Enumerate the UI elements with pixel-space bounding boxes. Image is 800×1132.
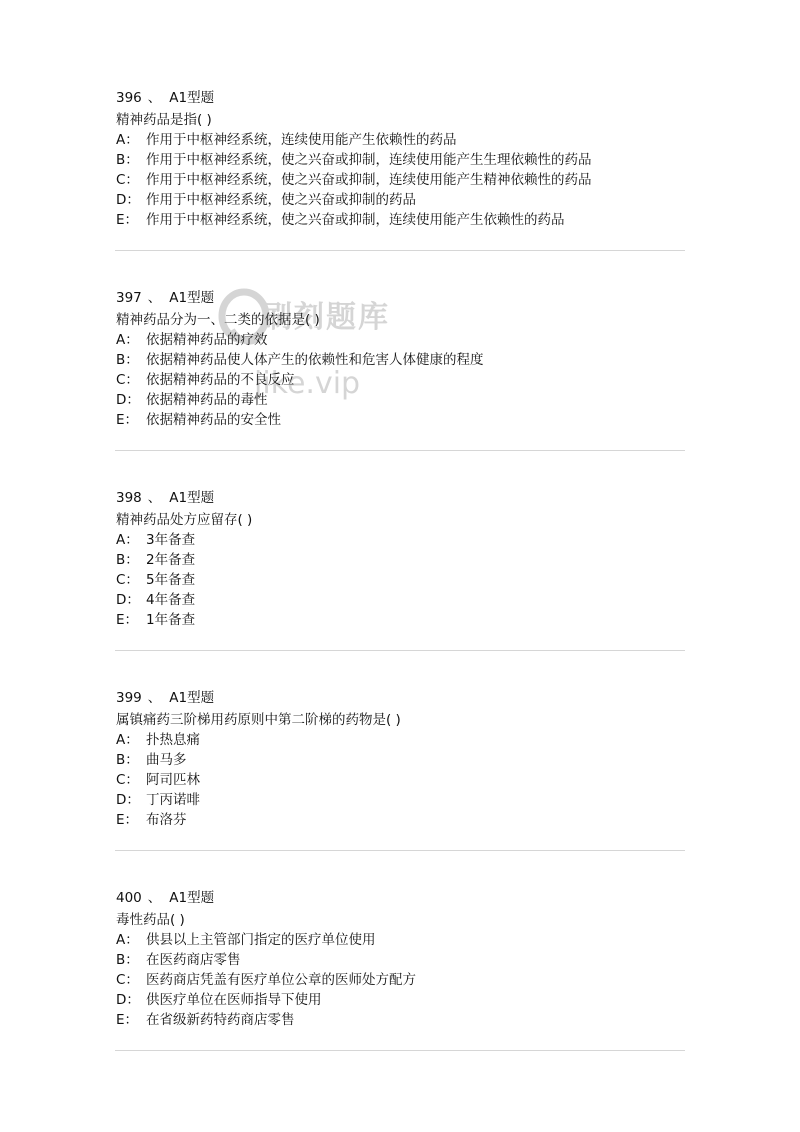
- option-b: [116, 550, 195, 570]
- question-number: 400: [116, 890, 142, 906]
- option-c: [116, 770, 200, 790]
- option-letter: B：: [116, 152, 139, 168]
- question-number: 398: [116, 490, 142, 506]
- option-letter: C：: [116, 972, 139, 988]
- option-letter: B：: [116, 352, 139, 368]
- option-text: 作用于中枢神经系统，使之兴奋或抑制，连续使用能产生依赖性的药品: [146, 212, 565, 228]
- option-text: 在医药商店零售: [146, 952, 241, 968]
- question-stem: 属镇痛药三阶梯用药原则中第二阶梯的药物是( ): [116, 712, 401, 728]
- option-letter: E：: [116, 412, 139, 428]
- option-text: 扑热息痛: [146, 732, 200, 748]
- question-type: A1型题: [169, 490, 215, 506]
- question-separator: 、: [147, 890, 162, 906]
- option-text: 依据精神药品的不良反应: [146, 372, 295, 388]
- section-divider: [115, 850, 685, 851]
- option-text: 2年备查: [146, 552, 196, 568]
- question-separator: 、: [147, 690, 162, 706]
- option-d: [116, 390, 484, 410]
- option-text: 供医疗单位在医师指导下使用: [146, 992, 322, 1008]
- option-letter: C：: [116, 172, 139, 188]
- option-text: 作用于中枢神经系统，使之兴奋或抑制的药品: [146, 192, 416, 208]
- option-letter: E：: [116, 212, 139, 228]
- section-divider: [115, 450, 685, 451]
- option-text: 作用于中枢神经系统，连续使用能产生依赖性的药品: [146, 132, 457, 148]
- option-letter: D：: [116, 592, 140, 608]
- option-text: 在省级新药特药商店零售: [146, 1012, 295, 1028]
- option-letter: C：: [116, 372, 139, 388]
- option-d: [116, 990, 416, 1010]
- question-type: A1型题: [169, 890, 215, 906]
- option-letter: A：: [116, 132, 139, 148]
- option-text: 供县以上主管部门指定的医疗单位使用: [146, 932, 376, 948]
- question-number: 399: [116, 690, 142, 706]
- option-b: [116, 750, 200, 770]
- question-header: [116, 288, 214, 308]
- option-c: [116, 570, 195, 590]
- question-header: [116, 88, 214, 108]
- options-list: [116, 930, 416, 1030]
- watermark-url: jike.vip: [254, 366, 361, 401]
- option-b: [116, 150, 592, 170]
- option-text: 3年备查: [146, 532, 196, 548]
- option-letter: D：: [116, 392, 140, 408]
- options-list: [116, 330, 484, 430]
- option-e: [116, 610, 195, 630]
- option-e: [116, 810, 200, 830]
- question-type: A1型题: [169, 290, 215, 306]
- option-a: [116, 530, 195, 550]
- option-a: [116, 730, 200, 750]
- option-d: [116, 590, 195, 610]
- option-b: [116, 950, 416, 970]
- question-stem: 精神药品处方应留存( ): [116, 512, 253, 528]
- question-stem: 毒性药品( ): [116, 912, 185, 928]
- question-type: A1型题: [169, 90, 215, 106]
- option-e: [116, 410, 484, 430]
- question-separator: 、: [147, 90, 162, 106]
- option-letter: D：: [116, 192, 140, 208]
- question-398: [115, 488, 685, 688]
- option-e: [116, 1010, 416, 1030]
- question-399: [115, 688, 685, 888]
- option-a: [116, 130, 592, 150]
- option-letter: C：: [116, 772, 139, 788]
- option-letter: B：: [116, 752, 139, 768]
- option-text: 依据精神药品的毒性: [146, 392, 268, 408]
- option-d: [116, 790, 200, 810]
- option-a: [116, 330, 484, 350]
- section-divider: [115, 650, 685, 651]
- option-text: 作用于中枢神经系统，使之兴奋或抑制，连续使用能产生生理依赖性的药品: [146, 152, 592, 168]
- question-separator: 、: [147, 490, 162, 506]
- option-letter: E：: [116, 612, 139, 628]
- question-397: [115, 288, 685, 488]
- option-letter: A：: [116, 332, 139, 348]
- option-text: 4年备查: [146, 592, 196, 608]
- option-text: 阿司匹林: [146, 772, 200, 788]
- question-separator: 、: [147, 290, 162, 306]
- options-list: [116, 130, 592, 230]
- question-number: 397: [116, 290, 142, 306]
- option-letter: C：: [116, 572, 139, 588]
- option-text: 布洛芬: [146, 812, 187, 828]
- option-text: 依据精神药品的安全性: [146, 412, 281, 428]
- options-list: [116, 530, 195, 630]
- option-letter: D：: [116, 792, 140, 808]
- option-text: 曲马多: [146, 752, 187, 768]
- question-header: [116, 488, 214, 508]
- option-text: 依据精神药品的疗效: [146, 332, 268, 348]
- option-text: 依据精神药品使人体产生的依赖性和危害人体健康的程度: [146, 352, 484, 368]
- option-a: [116, 930, 416, 950]
- question-400: [115, 888, 685, 1088]
- section-divider: [115, 1050, 685, 1051]
- option-b: [116, 350, 484, 370]
- option-letter: E：: [116, 1012, 139, 1028]
- question-396: [115, 88, 685, 288]
- option-letter: D：: [116, 992, 140, 1008]
- option-letter: A：: [116, 732, 139, 748]
- option-text: 丁丙诺啡: [146, 792, 200, 808]
- option-text: 医药商店凭盖有医疗单位公章的医师处方配方: [146, 972, 416, 988]
- option-letter: B：: [116, 952, 139, 968]
- option-text: 1年备查: [146, 612, 196, 628]
- question-header: [116, 888, 214, 908]
- question-type: A1型题: [169, 690, 215, 706]
- option-c: [116, 170, 592, 190]
- option-text: 5年备查: [146, 572, 196, 588]
- section-divider: [115, 250, 685, 251]
- option-letter: E：: [116, 812, 139, 828]
- option-letter: B：: [116, 552, 139, 568]
- option-text: 作用于中枢神经系统，使之兴奋或抑制，连续使用能产生精神依赖性的药品: [146, 172, 592, 188]
- watermark-brand: 刷刻题库: [262, 300, 390, 335]
- option-letter: A：: [116, 932, 139, 948]
- option-c: [116, 970, 416, 990]
- question-stem: 精神药品分为一、二类的依据是( ): [116, 312, 320, 328]
- question-stem: 精神药品是指( ): [116, 112, 212, 128]
- options-list: [116, 730, 200, 830]
- option-letter: A：: [116, 532, 139, 548]
- option-e: [116, 210, 592, 230]
- question-header: [116, 688, 214, 708]
- option-c: [116, 370, 484, 390]
- question-number: 396: [116, 90, 142, 106]
- option-d: [116, 190, 592, 210]
